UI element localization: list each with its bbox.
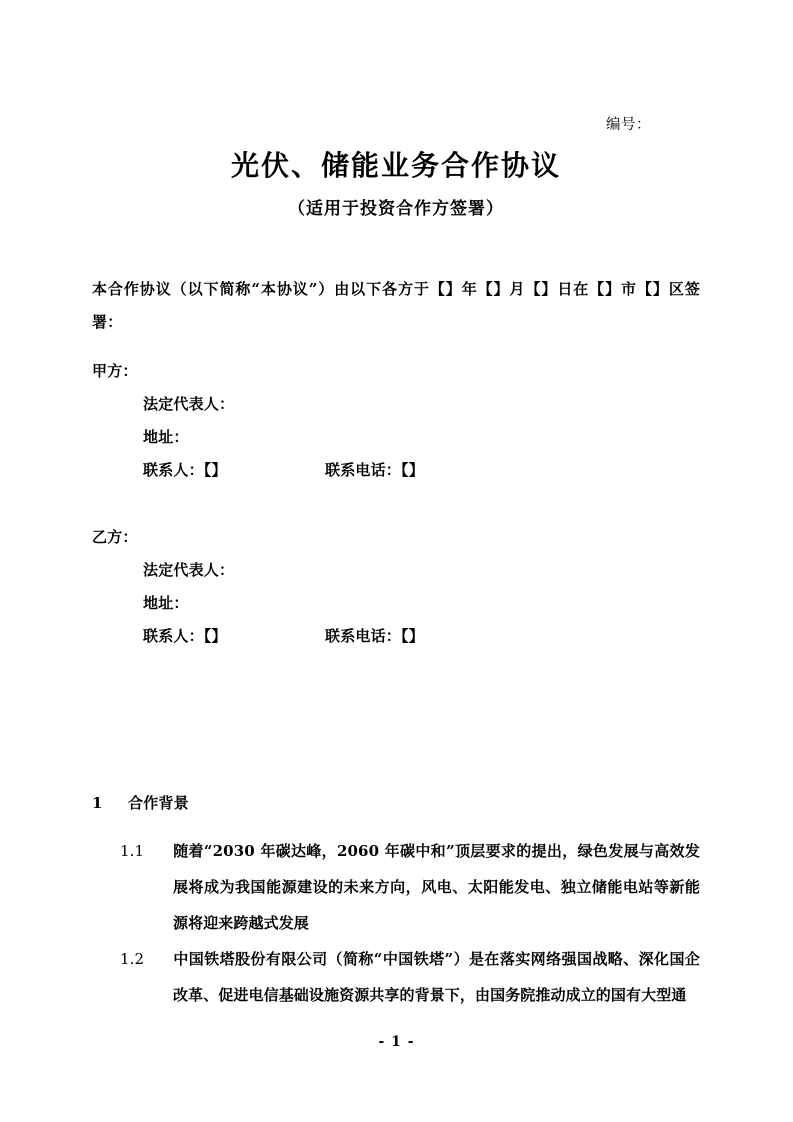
document-subtitle: （适用于投资合作方签署）: [288, 199, 504, 219]
party-a-address: 地址：: [143, 428, 189, 446]
section-1-number: 1: [92, 794, 103, 812]
party-a-legal-rep: 法定代表人：: [143, 395, 235, 413]
party-b-legal-rep: 法定代表人：: [143, 561, 235, 579]
party-b-contact-phone: 联系电话：【】: [325, 627, 424, 645]
clause-1-2-number: 1.2: [120, 950, 145, 968]
document-number-label: 编号：: [606, 117, 651, 133]
party-b-block: [92, 521, 700, 653]
clause-1-2-text: 中国铁塔股份有限公司（简称“中国铁塔”）是在落实网络强国战略、深化国企改革、促进电信基础设施资源共享的背景下，由国务院推动成立的国有大型通: [173, 950, 700, 1004]
party-b-contact-row: [143, 620, 700, 653]
section-1-heading: [92, 791, 700, 815]
party-b-label: 乙方：: [92, 528, 138, 546]
party-b-contact-person: 联系人：【】: [143, 627, 227, 645]
party-a-contact-row: [143, 454, 700, 487]
party-b-address: 地址：: [143, 594, 189, 612]
clause-1-1-text: 随着“2030 年碳达峰，2060 年碳中和”顶层要求的提出，绿色发展与高效发展将成为我国能源建设的未来方向，风电、太阳能发电、独立储能电站等新能源将迎来跨越式发展: [173, 842, 700, 932]
document-title: 光伏、储能业务合作协议: [230, 149, 561, 182]
preamble-paragraph: 本合作协议（以下简称“本协议”）由以下各方于【】年【】月【】日在【】市【】区签署：: [92, 280, 700, 331]
party-a-block: [92, 355, 700, 487]
clause-1-1: [120, 833, 700, 941]
clause-1-1-number: 1.1: [120, 842, 145, 860]
party-a-contact-phone: 联系电话：【】: [325, 461, 424, 479]
section-1-title: 合作背景: [128, 794, 189, 812]
party-a-label: 甲方：: [92, 362, 138, 380]
clause-1-2: [120, 941, 700, 1013]
party-a-contact-person: 联系人：【】: [143, 461, 227, 479]
page-footer: - 1 -: [378, 1034, 415, 1050]
